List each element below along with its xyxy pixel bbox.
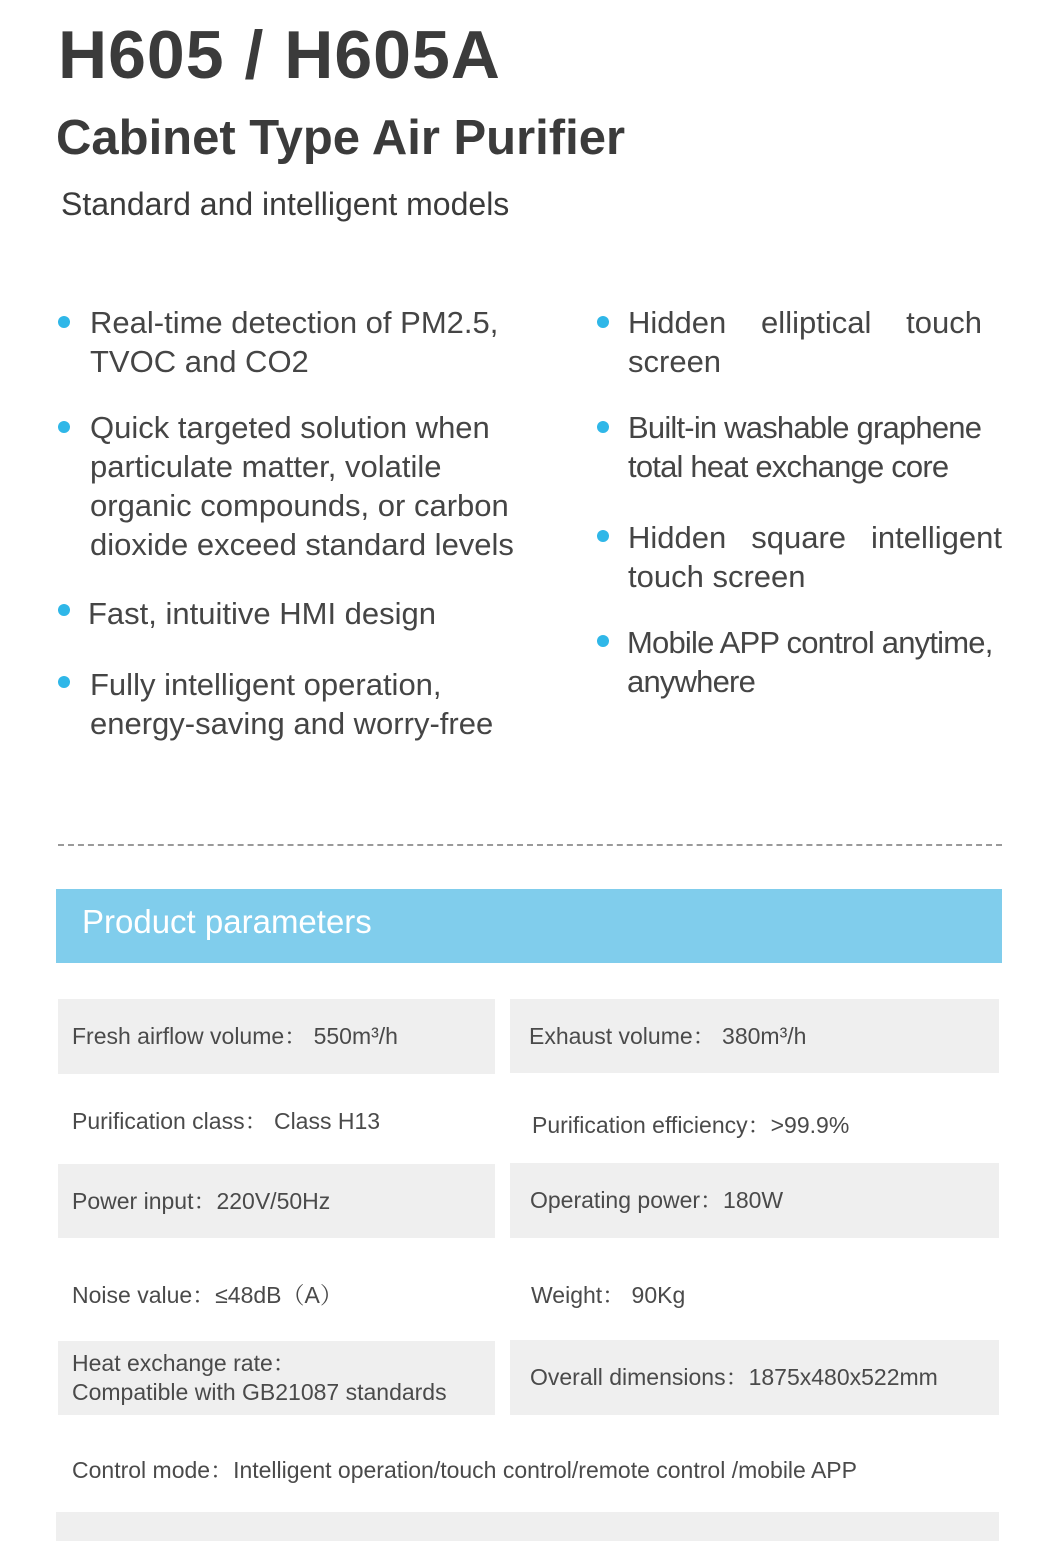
params-heading: Product parameters	[82, 903, 372, 940]
param-purification-efficiency	[510, 1088, 999, 1162]
feature-text: anywhere	[627, 664, 756, 699]
footer-bar	[56, 1512, 999, 1541]
feature-text: Hidden square intelligent	[628, 520, 1002, 555]
bullet-icon	[58, 421, 70, 433]
param-operating-power	[510, 1163, 999, 1238]
feature-item	[90, 408, 514, 564]
param-text: Compatible with GB21087 standards	[72, 1379, 447, 1405]
feature-item	[90, 665, 493, 743]
feature-text: dioxide exceed standard levels	[90, 527, 514, 562]
feature-item	[88, 594, 436, 633]
feature-text: Quick targeted solution when	[90, 410, 490, 445]
param-text: Control mode：Intelligent operation/touch control/remote control /mobile APP	[72, 1456, 857, 1483]
bullet-icon	[58, 676, 70, 688]
product-subtitle: Standard and intelligent models	[61, 186, 510, 222]
feature-text: Mobile APP control anytime,	[627, 625, 993, 660]
feature-item	[628, 518, 1002, 596]
param-text: Noise value：≤48dB（A）	[72, 1281, 343, 1308]
feature-item	[628, 303, 982, 381]
dashed-divider	[58, 844, 1002, 846]
feature-text: Fully intelligent operation,	[90, 667, 442, 702]
param-text: Overall dimensions：1875x480x522mm	[530, 1364, 938, 1390]
model-title: H605 / H605A	[58, 17, 501, 93]
param-text: Purification efficiency：>99.9%	[532, 1111, 850, 1138]
param-heat-exchange	[58, 1341, 495, 1415]
feature-text: screen	[628, 344, 722, 379]
param-text: Operating power：180W	[530, 1187, 784, 1213]
product-title: Cabinet Type Air Purifier	[56, 111, 626, 165]
bullet-icon	[597, 635, 609, 647]
feature-text: Built-in washable graphene	[628, 410, 982, 445]
bullet-icon	[597, 530, 609, 542]
param-text: Power input：220V/50Hz	[72, 1187, 331, 1214]
feature-text: energy-saving and worry-free	[90, 706, 494, 741]
feature-text: Fast, intuitive HMI design	[88, 596, 437, 631]
param-control-mode	[58, 1433, 999, 1507]
feature-text: Real-time detection of PM2.5,	[90, 305, 499, 340]
param-fresh-airflow	[58, 999, 495, 1074]
feature-item	[90, 303, 498, 381]
params-header	[56, 889, 1002, 963]
feature-text: particulate matter, volatile	[90, 449, 442, 484]
feature-item	[628, 408, 981, 486]
param-text: Heat exchange rate：	[72, 1350, 296, 1376]
param-power-input	[58, 1164, 495, 1238]
feature-text: touch screen	[628, 559, 806, 594]
param-noise-value	[58, 1258, 495, 1332]
bullet-icon	[58, 316, 70, 328]
param-text: Exhaust volume： 380m³/h	[529, 1022, 807, 1049]
param-overall-dimensions	[510, 1340, 999, 1415]
feature-item	[627, 623, 993, 701]
param-text: Fresh airflow volume： 550m³/h	[72, 1023, 398, 1049]
feature-text: Hidden elliptical touch	[628, 305, 982, 340]
param-weight	[510, 1258, 999, 1332]
feature-text: organic compounds, or carbon	[90, 488, 509, 523]
param-exhaust-volume	[510, 999, 999, 1073]
param-purification-class	[58, 1084, 495, 1158]
bullet-icon	[597, 421, 609, 433]
param-text: Weight： 90Kg	[531, 1281, 686, 1308]
bullet-icon	[597, 316, 609, 328]
bullet-icon	[58, 604, 70, 616]
param-text: Purification class： Class H13	[72, 1107, 381, 1134]
feature-text: total heat exchange core	[628, 449, 949, 484]
feature-text: TVOC and CO2	[90, 344, 309, 379]
